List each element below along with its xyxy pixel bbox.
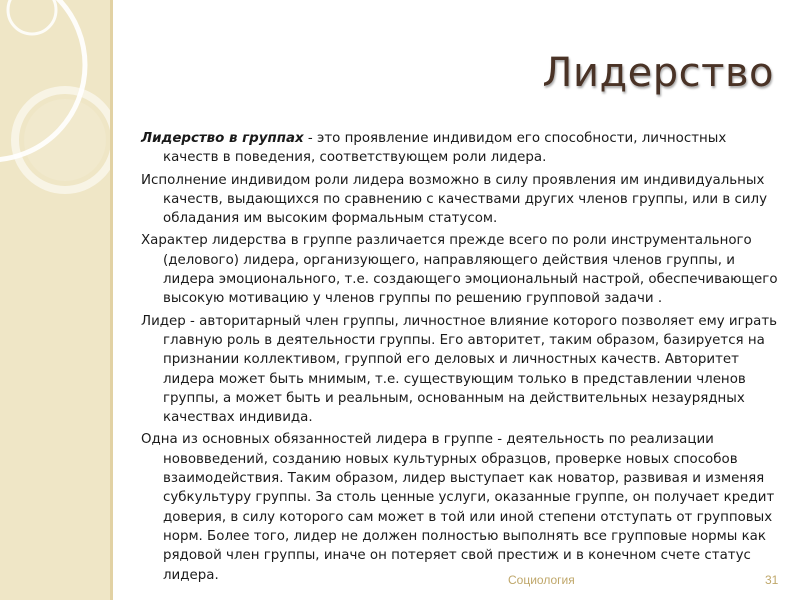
slide-body [141, 129, 781, 588]
paragraph [141, 231, 781, 308]
slide-title: Лидерство [542, 50, 774, 96]
paragraph-lead: Лидерство в группах [141, 131, 304, 146]
paragraph-text: Характер лидерства в группе различается прежде всего по роли инструментального (делового) лидера, организующего, направляющего действия членов группы, и лидера эмоционального, т.е. создающего эмоциональный настрой, обеспечивающего высокую мотивацию у членов группы по решению групповой задачи . [141, 233, 778, 307]
page-number: 31 [765, 573, 779, 587]
paragraph [141, 129, 781, 168]
paragraph-text: - это проявление индивидом его способности, личностных качеств в поведения, соответствующем роли лидера. [163, 131, 727, 166]
decorative-sidebar [0, 0, 110, 600]
paragraph [141, 171, 781, 229]
paragraph-text: Одна из основных обязанностей лидера в группе - деятельность по реализации нововведений, созданию новых культурных образцов, проверке новых способов взаимодействия. Таким образом, лидер выступает как новатор, развивая и изменяя субкультуру группы. За столь ценные услуги, оказанные группе, он получает кредит доверия, в силу которого сам может в той или иной степени отступать от групповых норм. Более того, лидер не должен полностью выполнять все групповые нормы как рядовой член группы, иначе он потеряет свой престиж и в конечном счете статус лидера. [141, 432, 775, 583]
footer-text: Социология [508, 573, 575, 587]
paragraph-text: Лидер - авторитарный член группы, личностное влияние которого позволяет ему играть главную роль в деятельности группы. Его авторитет, таким образом, базируется на признании коллективом, группой его деловых и личностных качеств. Авторитет лидера может быть мнимым, т.е. существующим только в представлении членов группы, а может быть и реальным, основанным на действительных незаурядных качествах индивида. [141, 313, 778, 426]
ring-fill [24, 99, 106, 181]
decorative-rings [0, 0, 112, 600]
paragraph [141, 312, 781, 428]
small-ring [8, 0, 56, 34]
paragraph-text: Исполнение индивидом роли лидера возможно в силу проявления им индивидуальных качеств, выдающихся по сравнению с качествами других членов группы, или в силу обладания им высоким формальным статусом. [141, 172, 768, 227]
sidebar-divider [110, 0, 113, 600]
paragraph [141, 430, 781, 584]
